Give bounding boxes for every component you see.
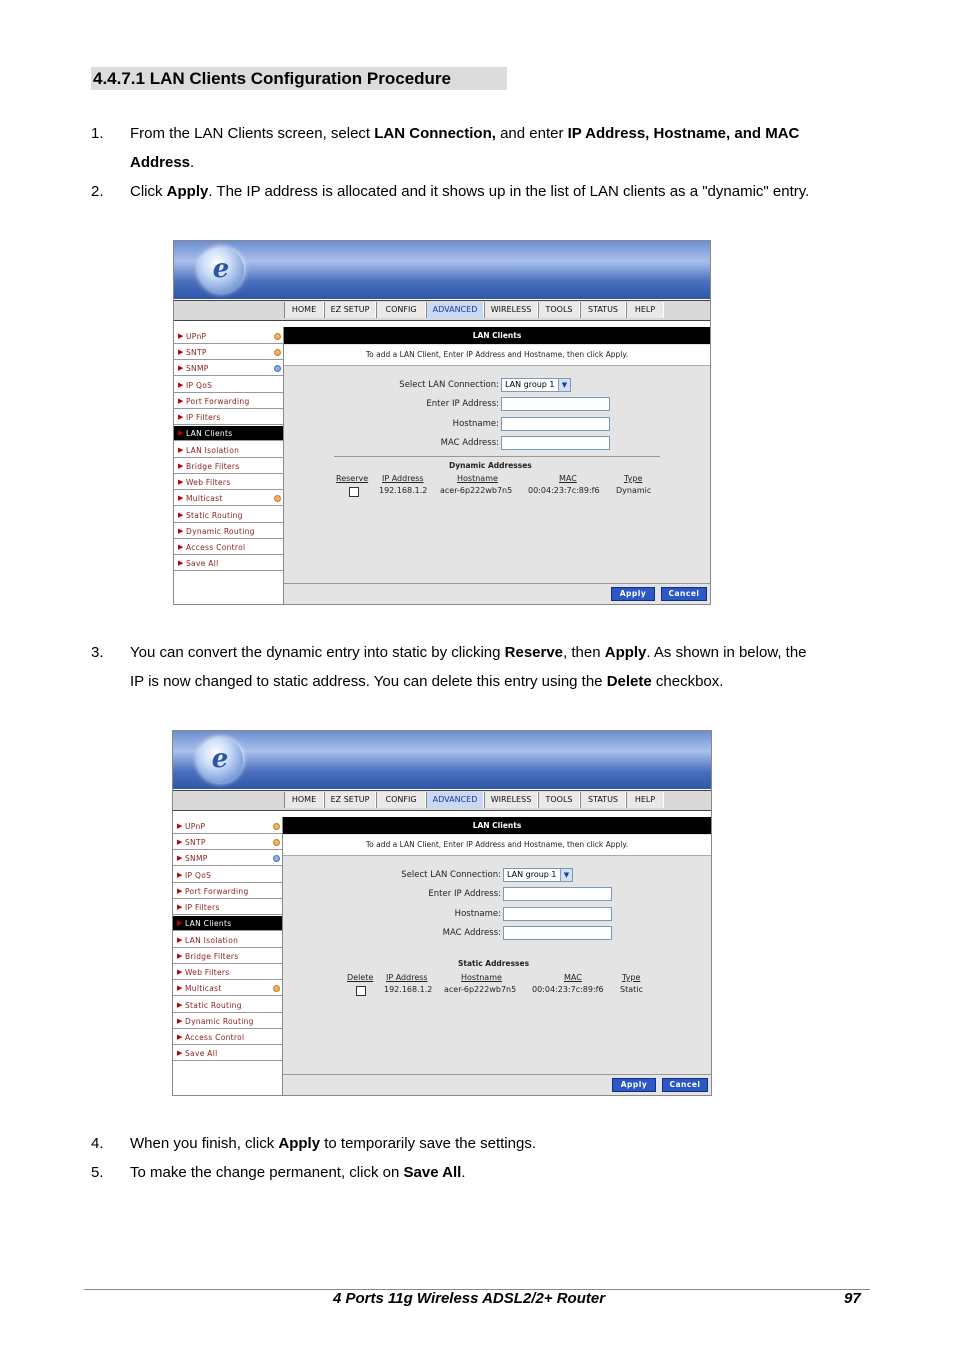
mac-address-input[interactable] — [503, 926, 612, 940]
step-5 — [91, 1158, 871, 1187]
arrow-icon: ▶ — [177, 1033, 183, 1041]
step-2 — [91, 177, 871, 206]
sidebar-item-ip-filters[interactable]: ▶ IP Filters — [174, 410, 283, 425]
sidebar-item-upnp[interactable]: ▶ UPnP — [173, 819, 282, 834]
row-hostname: acer-6p222wb7n5 — [440, 486, 513, 495]
status-dot-icon — [274, 349, 281, 356]
step-number: 2. — [91, 183, 104, 200]
sidebar-item-lan-isolation[interactable]: ▶ LAN Isolation — [174, 443, 283, 458]
arrow-icon: ▶ — [178, 397, 184, 405]
sidebar-item-bridge-filters[interactable]: ▶ Bridge Filters — [174, 459, 283, 474]
arrow-icon: ▶ — [178, 413, 184, 421]
status-dot-icon — [273, 823, 280, 830]
lan-connection-select[interactable]: LAN group 1 ▼ — [503, 868, 573, 882]
panel-title: LAN Clients — [283, 817, 711, 834]
top-nav — [173, 790, 711, 811]
arrow-icon: ▶ — [177, 871, 183, 879]
arrow-icon: ▶ — [178, 527, 184, 535]
col-reserve: Reserve — [336, 474, 369, 483]
status-dot-icon — [274, 333, 281, 340]
sidebar-item-save-all[interactable]: ▶ Save All — [174, 556, 283, 571]
nav-home[interactable]: HOME — [284, 302, 324, 318]
select-lan-label: Select LAN Connection: — [399, 380, 499, 390]
router-banner — [173, 731, 711, 789]
sidebar-item-port-forwarding[interactable]: ▶ Port Forwarding — [173, 884, 282, 899]
sidebar-item-ip-qos[interactable]: ▶ IP QoS — [173, 868, 282, 883]
status-dot-icon — [274, 365, 281, 372]
chevron-down-icon: ▼ — [558, 379, 570, 391]
sidebar-item-multicast[interactable]: ▶ Multicast — [174, 491, 283, 506]
page-number: 97 — [844, 1290, 861, 1307]
arrow-icon: ▶ — [178, 559, 184, 567]
row-mac: 00:04:23:7c:89:f6 — [532, 985, 604, 994]
sidebar-item-static-routing[interactable]: ▶ Static Routing — [173, 998, 282, 1013]
arrow-icon: ▶ — [178, 494, 184, 502]
reserve-checkbox[interactable] — [349, 487, 359, 497]
table-title: Dynamic Addresses — [449, 461, 532, 470]
sidebar-item-snmp[interactable]: ▶ SNMP — [174, 361, 283, 376]
row-type: Dynamic — [616, 486, 652, 495]
chevron-down-icon: ▼ — [560, 869, 572, 881]
col-type: Type — [624, 474, 643, 483]
ip-address-input[interactable] — [501, 397, 610, 411]
arrow-icon: ▶ — [178, 429, 184, 437]
arrow-icon: ▶ — [177, 838, 183, 846]
lan-clients-panel — [283, 817, 711, 1095]
lan-connection-select[interactable]: LAN group 1 ▼ — [501, 378, 571, 392]
arrow-icon: ▶ — [178, 543, 184, 551]
top-nav — [174, 300, 710, 321]
mac-address-label: MAC Address: — [442, 928, 501, 938]
arrow-icon: ▶ — [178, 462, 184, 470]
sidebar-item-lan-clients[interactable]: ▶ LAN Clients — [173, 916, 282, 931]
col-type: Type — [622, 973, 641, 982]
panel-intro: To add a LAN Client, Enter IP Address and Hostname, then click Apply. — [284, 345, 710, 366]
nav-tools[interactable]: TOOLS — [538, 792, 580, 808]
arrow-icon: ▶ — [177, 903, 183, 911]
hostname-input[interactable] — [501, 417, 610, 431]
button-bar — [284, 583, 710, 604]
sidebar-item-access-control[interactable]: ▶ Access Control — [174, 540, 283, 555]
sidebar-item-sntp[interactable]: ▶ SNTP — [174, 345, 283, 360]
arrow-icon: ▶ — [177, 952, 183, 960]
nav-home[interactable]: HOME — [284, 792, 324, 808]
sidebar-item-snmp[interactable]: ▶ SNMP — [173, 851, 282, 866]
ip-address-label: Enter IP Address: — [426, 399, 499, 409]
arrow-icon: ▶ — [177, 984, 183, 992]
section-heading: 4.4.7.1 LAN Clients Configuration Procedure — [91, 67, 507, 90]
step-1 — [91, 119, 871, 177]
arrow-icon: ▶ — [177, 1049, 183, 1057]
sidebar-item-dynamic-routing[interactable]: ▶ Dynamic Routing — [173, 1014, 282, 1029]
ip-address-label: Enter IP Address: — [428, 889, 501, 899]
arrow-icon: ▶ — [177, 822, 183, 830]
sidebar-item-sntp[interactable]: ▶ SNTP — [173, 835, 282, 850]
arrow-icon: ▶ — [178, 478, 184, 486]
hostname-label: Hostname: — [454, 909, 501, 919]
select-lan-label: Select LAN Connection: — [401, 870, 501, 880]
col-ip-address: IP Address — [386, 973, 428, 982]
table-divider — [334, 456, 660, 457]
step-text: You can convert the dynamic entry into static by clicking Reserve, then Apply. As shown in below, the IP is now changed to static address. You can delete this entry using the Delete checkbox. — [130, 644, 807, 690]
table-title: Static Addresses — [458, 959, 530, 968]
nav-status[interactable]: STATUS — [580, 302, 626, 318]
panel-intro: To add a LAN Client, Enter IP Address and Hostname, then click Apply. — [283, 835, 711, 856]
router-logo-icon: e — [197, 737, 243, 783]
nav-ez-setup[interactable]: EZ SETUP — [324, 302, 376, 318]
arrow-icon: ▶ — [178, 511, 184, 519]
router-screenshot-dynamic — [173, 240, 711, 605]
col-delete: Delete — [347, 973, 374, 982]
col-mac: MAC — [559, 474, 577, 483]
nav-advanced[interactable]: ADVANCED — [426, 302, 484, 318]
arrow-icon: ▶ — [177, 854, 183, 862]
cancel-button[interactable]: Cancel — [662, 1078, 708, 1092]
col-mac: MAC — [564, 973, 582, 982]
ip-address-input[interactable] — [503, 887, 612, 901]
sidebar-item-upnp[interactable]: ▶ UPnP — [174, 329, 283, 344]
mac-address-input[interactable] — [501, 436, 610, 450]
row-ip: 192.168.1.2 — [379, 486, 428, 495]
lan-clients-panel — [284, 327, 710, 604]
panel-title: LAN Clients — [284, 327, 710, 344]
hostname-input[interactable] — [503, 907, 612, 921]
arrow-icon: ▶ — [178, 381, 184, 389]
step-text: Click Apply. The IP address is allocated and it shows up in the list of LAN clients as a "dynamic" entry. — [130, 183, 810, 200]
router-screenshot-static — [172, 730, 712, 1096]
status-dot-icon — [273, 985, 280, 992]
router-banner — [174, 241, 710, 299]
hostname-label: Hostname: — [452, 419, 499, 429]
step-text: To make the change permanent, click on Save All. — [130, 1164, 466, 1181]
apply-button[interactable]: Apply — [612, 1078, 656, 1092]
nav-help[interactable]: HELP — [626, 302, 664, 318]
nav-status[interactable]: STATUS — [580, 792, 626, 808]
nav-ez-setup[interactable]: EZ SETUP — [324, 792, 376, 808]
sidebar-item-web-filters[interactable]: ▶ Web Filters — [173, 965, 282, 980]
sidebar-item-dynamic-routing[interactable]: ▶ Dynamic Routing — [174, 524, 283, 539]
arrow-icon: ▶ — [177, 936, 183, 944]
nav-advanced[interactable]: ADVANCED — [426, 792, 484, 808]
col-hostname: Hostname — [461, 973, 502, 982]
delete-checkbox[interactable] — [356, 986, 366, 996]
sidebar-item-ip-qos[interactable]: ▶ IP QoS — [174, 378, 283, 393]
row-ip: 192.168.1.2 — [384, 985, 433, 994]
sidebar-item-port-forwarding[interactable]: ▶ Port Forwarding — [174, 394, 283, 409]
sidebar-item-static-routing[interactable]: ▶ Static Routing — [174, 508, 283, 523]
nav-wireless[interactable]: WIRELESS — [484, 792, 538, 808]
row-mac: 00:04:23:7c:89:f6 — [528, 486, 600, 495]
nav-help[interactable]: HELP — [626, 792, 664, 808]
arrow-icon: ▶ — [177, 1017, 183, 1025]
step-text: From the LAN Clients screen, select LAN Connection, and enter IP Address, Hostname, and MAC Address. — [130, 125, 800, 171]
arrow-icon: ▶ — [178, 332, 184, 340]
sidebar-item-access-control[interactable]: ▶ Access Control — [173, 1030, 282, 1045]
nav-config[interactable]: CONFIG — [376, 302, 426, 318]
footer-title: 4 Ports 11g Wireless ADSL2/2+ Router — [333, 1290, 606, 1307]
step-number: 3. — [91, 644, 104, 661]
nav-tools[interactable]: TOOLS — [538, 302, 580, 318]
arrow-icon: ▶ — [178, 446, 184, 454]
sidebar-item-lan-isolation[interactable]: ▶ LAN Isolation — [173, 933, 282, 948]
nav-config[interactable]: CONFIG — [376, 792, 426, 808]
sidebar-item-save-all[interactable]: ▶ Save All — [173, 1046, 282, 1061]
arrow-icon: ▶ — [177, 1001, 183, 1009]
router-logo-icon: e — [198, 247, 244, 293]
sidebar-item-ip-filters[interactable]: ▶ IP Filters — [173, 900, 282, 915]
apply-button[interactable]: Apply — [611, 587, 655, 601]
sidebar-item-bridge-filters[interactable]: ▶ Bridge Filters — [173, 949, 282, 964]
sidebar-item-web-filters[interactable]: ▶ Web Filters — [174, 475, 283, 490]
sidebar — [174, 327, 284, 604]
row-type: Static — [620, 985, 643, 994]
col-ip-address: IP Address — [382, 474, 424, 483]
status-dot-icon — [274, 495, 281, 502]
mac-address-label: MAC Address: — [440, 438, 499, 448]
step-4 — [91, 1129, 871, 1158]
sidebar-item-lan-clients[interactable]: ▶ LAN Clients — [174, 426, 283, 441]
step-number: 1. — [91, 125, 104, 142]
step-3 — [91, 638, 871, 696]
sidebar — [173, 817, 283, 1095]
cancel-button[interactable]: Cancel — [661, 587, 707, 601]
nav-wireless[interactable]: WIRELESS — [484, 302, 538, 318]
status-dot-icon — [273, 855, 280, 862]
arrow-icon: ▶ — [177, 968, 183, 976]
button-bar — [283, 1074, 711, 1095]
sidebar-item-multicast[interactable]: ▶ Multicast — [173, 981, 282, 996]
status-dot-icon — [273, 839, 280, 846]
arrow-icon: ▶ — [178, 364, 184, 372]
arrow-icon: ▶ — [177, 887, 183, 895]
arrow-icon: ▶ — [178, 348, 184, 356]
step-number: 4. — [91, 1135, 104, 1152]
arrow-icon: ▶ — [177, 919, 183, 927]
col-hostname: Hostname — [457, 474, 498, 483]
step-number: 5. — [91, 1164, 104, 1181]
row-hostname: acer-6p222wb7n5 — [444, 985, 517, 994]
step-text: When you finish, click Apply to temporarily save the settings. — [130, 1135, 536, 1152]
